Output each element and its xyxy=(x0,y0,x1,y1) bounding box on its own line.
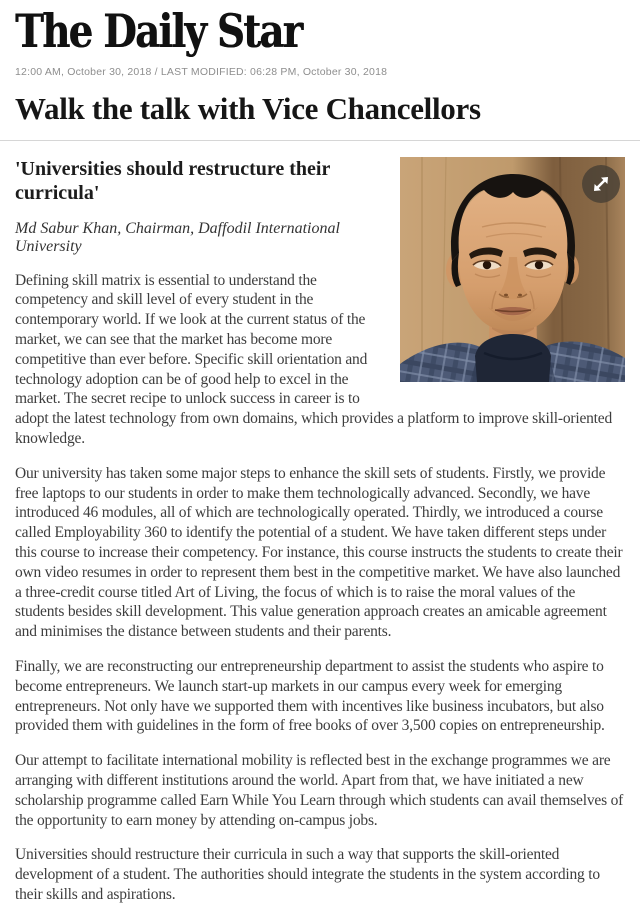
article-paragraph-5: Universities should restructure their curricula in such a way that supports the skill-oriented development of a student. The authorities should integrate the students in the system according to their skills and aspirations. xyxy=(15,846,600,903)
article-paragraph-1: Defining skill matrix is essential to understand the competency and skill level of every student in the contemporary world. If we look at the current status of the market, we can see that the market has become more competitive than ever before. Specific skill orientation and technology adoption can be of good help to excel in the market. The secret recipe to unlock success in career is to adopt the latest technology from own domains, which provides a platform to improve skill-oriented knowledge. xyxy=(15,271,613,448)
article-paragraph-4: Our attempt to facilitate international mobility is reflected best in the exchange programmes we are arranging with different institutions around the world. Apart from that, we have initiated a new scholarship programme called Earn While You Learn through which students can avail themselves of the opportunity to earn money by attending on-campus jobs. xyxy=(15,752,624,829)
expand-icon[interactable] xyxy=(582,165,620,203)
masthead xyxy=(15,0,625,78)
article-byline: Md Sabur Khan, Chairman, Daffodil International University xyxy=(15,219,340,255)
article-paragraph-2: Our university has taken some major steps to enhance the skill sets of students. Firstly, we provide free laptops to our students in order to make them technologically advanced. Secondly, we have introduced 46 modules, all of which are technologically operated. Thirdly, we introduced a course called Employability 360 to identify the potential of a student. We have taken different steps under this course to increase their competency. For instance, this course instructs the students to create their own video resumes in order to represent them best in the competitive market. We have also launched a three-credit course titled Art of Living, the focus of which is to raise the moral values of the students besides skill development. This value generation approach creates an amicable agreement and minimises the distance between students and their parents. xyxy=(15,464,623,641)
article-paragraph-3: Finally, we are reconstructing our entrepreneurship department to assist the students who aspire to become entrepreneurs. We launch start-up markets in our campus every week for emerging entrepreneurs. Not only have we supported them with incentives like business incubators, but also provided them with guidelines in the form of free books of over 3,500 copies on entrepreneurship. xyxy=(15,657,605,735)
article-photo[interactable] xyxy=(400,157,625,382)
article-headline: Walk the talk with Vice Chancellors xyxy=(15,91,481,126)
article-subheading: 'Universities should restructure their curricula' xyxy=(15,157,330,204)
article-timestamp: 12:00 AM, October 30, 2018 / LAST MODIFIED: 06:28 PM, October 30, 2018 xyxy=(15,66,388,78)
daily-star-logo[interactable]: The Daily Star xyxy=(15,4,302,58)
article-body xyxy=(15,141,625,905)
